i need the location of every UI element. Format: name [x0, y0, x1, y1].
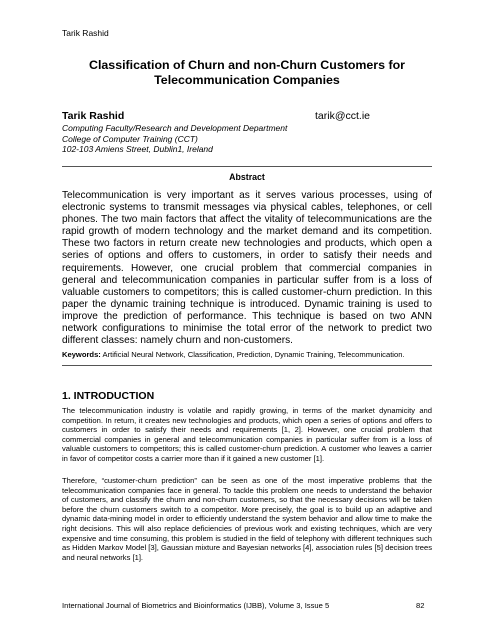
- abstract-body: Telecommunication is very important as it serves various processes, using of electronic systems to transmit messages via physical cables, telephones, or cell phones. The two main factors that affect the vitality of telecommunications are the rapid growth of modern technology and the market demand and its competition. These two factors in return create new technologies and products, which open a series of options and offers to customers, in order to satisfy their needs and requirements. However, one crucial problem that commercial companies in general and telecommunication companies in particular suffer from is a loss of valuable customers to competitors; this is called customer-churn prediction. In this paper the dynamic training technique is introduced. Dynamic training is used to improve the prediction of performance. This technique is based on two ANN network configurations to minimise the total error of the network to predict two different classes: namely churn and non-customers.: [62, 190, 432, 347]
- paper-title: Classification of Churn and non-Churn Customers for Telecommunication Companies: [89, 58, 405, 87]
- footer-page-number: 82: [416, 601, 425, 610]
- author-name: Tarik Rashid: [62, 110, 125, 122]
- abstract-heading: Abstract: [229, 172, 265, 182]
- keywords: [62, 350, 432, 360]
- intro-paragraph-1: The telecommunication industry is volatile and rapidly growing, in terms of the market dynamicity and competition. In return, it creates new technologies and products, which open a series of options and offers to customers in order to satisfy their needs and requirements [1, 2]. However, one crucial problem that commercial companies in general and telecommunication companies in particular suffer from is a loss of valuable customers to competitors; this is called customer-churn prediction. A customer who leaves a carrier in favor of competitor costs a carrier more than if it gained a new customer [1].: [62, 406, 432, 463]
- abstract-bottom-rule: [62, 365, 432, 366]
- keywords-text: Artificial Neural Network, Classification, Prediction, Dynamic Training, Telecommunication.: [100, 350, 405, 359]
- keywords-label: Keywords:: [62, 350, 101, 359]
- affiliation-line: 102-103 Amiens Street, Dublin1, Ireland: [62, 144, 213, 154]
- author-email: tarik@cct.ie: [315, 110, 371, 122]
- affiliation-line: Computing Faculty/Research and Development Department: [62, 123, 288, 133]
- intro-paragraph-2: Therefore, “customer-churn prediction” can be seen as one of the most imperative problems that the telecommunication companies face in general. To tackle this problem one needs to understand the behavior of customers, and classify the churn and non-churn customers, so that the necessary decisions will be taken before the churn customers switch to a competitor. More precisely, the goal is to build up an adaptive and dynamic data-mining model in order to efficiently understand the system behavior and allow time to make the right decisions. This will also replace deficiencies of previous work and existing techniques, which are very expensive and time consuming, this problem is studied in the field of telephony with different techniques such as Hidden Markov Model [3], Gaussian mixture and Bayesian networks [4], association rules [5] decision trees and neural networks [1].: [62, 476, 432, 562]
- section-heading-introduction: 1. INTRODUCTION: [62, 390, 155, 402]
- affiliation-line: College of Computer Training (CCT): [62, 133, 198, 144]
- running-head: Tarik Rashid: [62, 28, 109, 38]
- author-affiliation: [62, 123, 362, 155]
- footer-journal: International Journal of Biometrics and Bioinformatics (IJBB), Volume 3, Issue 5: [62, 601, 330, 610]
- abstract-top-rule: [62, 166, 432, 167]
